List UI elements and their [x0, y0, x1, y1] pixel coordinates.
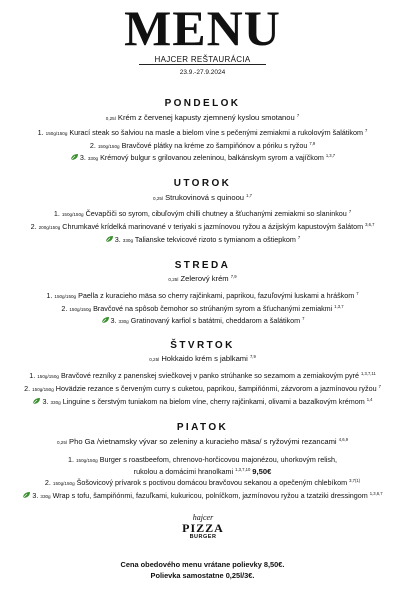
meal-allergens: 7	[364, 128, 368, 133]
meal-name: Talianske tekvicové rizoto s tymianom a oštiepkom	[134, 235, 296, 244]
meal-name: Bravčové rezníky z panenskej sviečkovej v panko strúhanke so sezamom a zemiakovým pyré	[60, 371, 359, 380]
meal-number: 3.	[114, 235, 121, 244]
meal-name: Paella z kuracieho mäsa so cherry rajčinkami, paprikou, fazuľovými luskami a hráškom	[78, 291, 355, 300]
meal-portion: 150g/150g	[61, 212, 84, 217]
meal-allergens: 1,3,7,11	[360, 371, 376, 376]
soup-line	[0, 113, 405, 122]
soup-line	[0, 274, 405, 283]
meal-line	[0, 209, 405, 218]
meal-price: 9,50€	[252, 467, 272, 476]
soup-name: Strukovinová s quinoou	[165, 193, 245, 202]
title-underline	[139, 64, 266, 65]
leaf-icon	[70, 154, 79, 163]
meal-line	[0, 478, 405, 487]
day-heading: STREDA	[174, 260, 231, 271]
soup-allergens: 4,6,9	[338, 437, 349, 442]
meal-line	[0, 141, 405, 150]
soup-line	[0, 437, 405, 446]
meal-allergens: 7,9	[309, 141, 316, 146]
meal-number: 3.	[79, 153, 86, 162]
meal-allergens: 1,4	[366, 397, 373, 402]
meal-allergens: 7	[348, 209, 352, 214]
meal-portion: 330g	[87, 156, 99, 161]
meal-number: 3.	[32, 491, 39, 500]
soup-allergens: 7	[296, 113, 300, 118]
meal-portion: 330g	[122, 238, 134, 243]
meal-line	[0, 455, 405, 464]
meal-number: 2.	[24, 384, 31, 393]
logo-text-middle: PIZZA	[182, 521, 224, 535]
meal-line	[0, 291, 405, 300]
meal-number: 1.	[46, 291, 53, 300]
meal-portion: 150g/150g	[75, 458, 98, 463]
meal-name: Bravčové na spôsob čemohor so strúhaným syrom a šťuchanými zemiakmi	[93, 304, 333, 313]
meal-line	[0, 316, 405, 326]
soup-name: Pho Ga /vietnamsky vývar so zeleniny a kuracieho mäsa/ s ryžovými rezancami	[69, 437, 337, 446]
soup-name: Hokkaido krém s jablkami	[161, 354, 248, 363]
meal-number: 1.	[29, 371, 36, 380]
menu-price-note: Cena obedového menu vrátane polievky 8,50€.	[120, 560, 285, 569]
meal-name: Chrumkavé krídelká marinované v teriyaki s jazmínovou ryžou a ázijským kapustovým šalátom	[62, 222, 364, 231]
meal-portion: 330g	[40, 494, 51, 499]
meal-name: Bravčové plátky na kréme zo šampiňónov a póriku s ryžou	[121, 141, 308, 150]
logo-text-bottom: BURGER	[189, 534, 217, 540]
meal-number: 2.	[30, 222, 37, 231]
hajcer-pizza-burger-logo	[176, 513, 230, 553]
logo-text-top: hajcer	[192, 513, 214, 522]
meal-portion: 150g/150g	[37, 374, 59, 379]
day-heading: PIATOK	[176, 422, 229, 433]
soup-allergens: 7,9	[249, 354, 256, 359]
meal-name: Linguine s čerstvým tuniakom na bielom víne, cherry rajčinkami, olivami a bazalkovým krémom	[62, 397, 365, 406]
cropped-footer-text	[30, 587, 360, 593]
meal-allergens: 7	[297, 235, 301, 240]
meal-portion: 150g/150g	[45, 131, 68, 136]
meal-number: 1.	[37, 128, 44, 137]
menu-dates: 23.9.-27.9.2024	[179, 69, 226, 76]
meal-portion: 200g/150g	[38, 225, 61, 230]
meal-number: 3.	[110, 316, 117, 325]
meal-number: 2.	[61, 304, 68, 313]
meal-portion: 150g/150g	[69, 307, 92, 312]
day-heading: ŠTVRTOK	[170, 340, 235, 351]
meal-number: 1.	[53, 209, 60, 218]
day-heading: PONDELOK	[164, 98, 241, 109]
soup-allergens: 1,7	[246, 193, 252, 198]
meal-number: 2.	[44, 478, 51, 487]
meal-line-continued	[0, 467, 405, 476]
meal-name-continued: rukolou a domácimi hranolkami	[133, 467, 234, 476]
leaf-icon	[22, 492, 31, 501]
meal-allergens: 1,3,7	[325, 153, 336, 158]
meal-name: Šošovicový prívarok s poctivou domácou bravčovou sekanou a opečeným chlebíkom	[76, 478, 348, 487]
meal-line	[0, 491, 405, 501]
meal-allergens: 1,3,7	[334, 304, 344, 309]
soup-portion: 0,25l	[153, 196, 163, 201]
meal-allergens: 1,3,7,10	[235, 467, 251, 472]
soup-line	[0, 354, 405, 363]
meal-name: Kurací steak so šalviou na masle a bielom víne s pečenými zemiakmi a rukolovým šalátikom	[69, 128, 363, 137]
meal-portion: 150g/150g	[32, 387, 54, 392]
meal-allergens: 7	[356, 291, 359, 296]
leaf-icon	[32, 398, 41, 407]
meal-allergens: 3,6,7	[365, 222, 375, 227]
meal-line	[0, 128, 405, 137]
soup-portion: 0,25l	[105, 116, 116, 121]
soup-name: Krém z červenej kapusty zjemnený kyslou smotanou	[117, 113, 295, 122]
meal-line	[0, 222, 405, 231]
meal-number: 1.	[67, 455, 74, 464]
meal-line	[0, 397, 405, 407]
soup-portion: 0,25l	[149, 357, 160, 362]
meal-name: Hovädzie rezance s červeným curry s cuketou, paprikou, šampiňónmi, zázvorom a jazmínovou ryžou	[55, 384, 377, 393]
meal-number: 2.	[89, 141, 96, 150]
soup-allergens: 7,9	[230, 274, 237, 279]
soup-portion: 0,25l	[168, 277, 179, 282]
meal-allergens: 7	[302, 316, 305, 321]
meal-allergens: 3,7(1)	[349, 478, 361, 483]
menu-title: MENU	[124, 0, 281, 56]
meal-portion: 150g/150g	[97, 144, 120, 149]
meal-allergens: 1,3,6,7	[369, 491, 383, 496]
meal-name: Krémový bulgur s grilovanou zeleninou, balkánskym syrom a vajíčkom	[100, 153, 324, 162]
meal-name: Gratinovaný karfiol s batátmi, cheddarom a šalátikom	[130, 316, 301, 325]
meal-portion: 150g/150g	[54, 294, 77, 299]
leaf-icon	[105, 236, 114, 245]
meal-line	[0, 153, 405, 163]
meal-line	[0, 304, 405, 313]
leaf-icon	[101, 317, 110, 326]
meal-portion: 330g	[50, 400, 61, 405]
meal-allergens: 7	[378, 384, 381, 389]
meal-line	[0, 371, 405, 380]
meal-name: Čevapčiči so syrom, cibuľovým chilli chutney a šťuchanými zemiakmi so slaninkou	[85, 209, 347, 218]
soup-line	[0, 193, 405, 202]
meal-number: 3.	[42, 397, 49, 406]
day-heading: UTOROK	[173, 178, 232, 189]
meal-portion: 330g	[118, 319, 129, 324]
meal-name: Burger s roastbeefom, chrenovo-horčicovou majonézou, uhorkovým relish,	[99, 455, 338, 464]
meal-name: Wrap s tofu, šampiňónmi, fazuľkami, kukuricou, polníčkom, jazmínovou ryžou a tzatziki dressingom	[52, 491, 368, 500]
meal-line	[0, 235, 405, 245]
restaurant-name: HAJCER REŠTAURÁCIA	[154, 55, 251, 64]
meal-portion: 150g/150g	[52, 481, 75, 486]
soup-name: Zelerový krém	[180, 274, 229, 283]
soup-portion: 0,25l	[56, 440, 67, 445]
meal-line	[0, 384, 405, 393]
soup-price-note: Polievka samostatne 0,25l/3€.	[150, 571, 255, 580]
